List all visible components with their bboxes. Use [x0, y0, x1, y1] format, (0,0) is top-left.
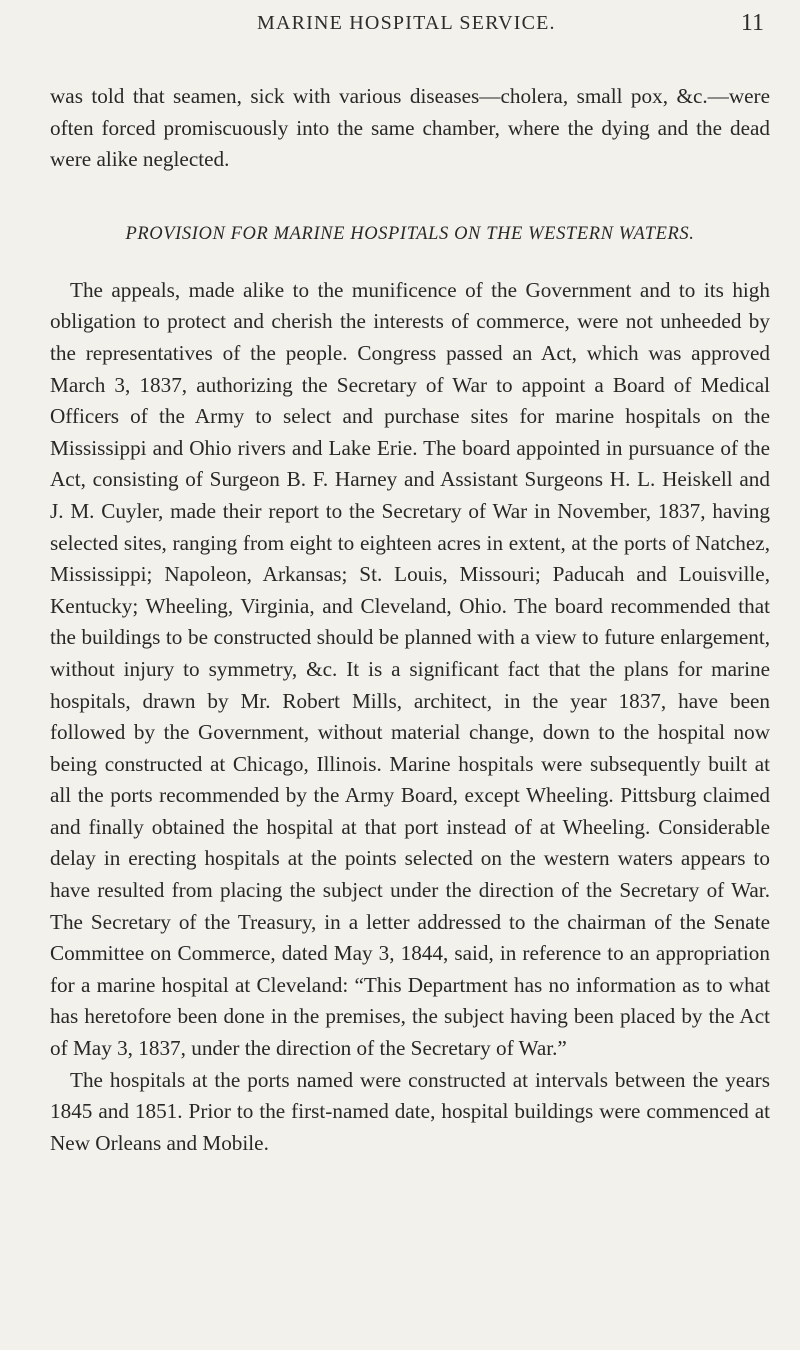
section-heading: PROVISION FOR MARINE HOSPITALS ON THE WESTERN WATERS. [125, 223, 695, 244]
continued-paragraph: was told that seamen, sick with various diseases—cholera, small pox, &c.—were often forced promiscuously into the same chamber, where the dying and the dead were alike neglected. [50, 84, 770, 172]
running-head [50, 0, 770, 60]
running-title: MARINE HOSPITAL SERVICE. [257, 12, 556, 34]
body-paragraph-1: The appeals, made alike to the munificence of the Government and to its high obligation to protect and cherish the interests of commerce, were not unheeded by the representatives of the people. Congress passed an Act, which was approved March 3, 1837, authorizing the Secretary of War to appoint a Board of Medical Officers of the Army to select and purchase sites for marine hospitals on the Mississippi and Ohio rivers and Lake Erie. The board appointed in pursuance of the Act, consisting of Surgeon B. F. Harney and Assistant Surgeons H. L. Heiskell and J. M. Cuyler, made their report to the Secretary of War in November, 1837, having selected sites, ranging from eight to eighteen acres in extent, at the ports of Natchez, Mississippi; Napoleon, Arkansas; St. Louis, Missouri; Paducah and Louisville, Kentucky; Wheeling, Virginia, and Cleveland, Ohio. The board recommended that the buildings to be constructed should be planned with a view to future enlargement, without injury to symmetry, &c. It is a significant fact that the plans for marine hospitals, drawn by Mr. Robert Mills, architect, in the year 1837, have been followed by the Government, without material change, down to the hospital now being constructed at Chicago, Illinois. Marine hospitals were subsequently built at all the ports recommended by the Army Board, except Wheeling. Pittsburg claimed and finally obtained the hospital at that port instead of at Wheeling. Considerable delay in erecting hospitals at the points selected on the western waters appears to have resulted from placing the subject under the direction of the Secretary of War. The Secretary of the Treasury, in a letter addressed to the chairman of the Senate Committee on Commerce, dated May 3, 1844, said, in reference to an appropriation for a marine hospital at Cleveland: “This Department has no information as to what has heretofore been done in the premises, the subject having been placed by the Act of May 3, 1837, under the direction of the Secretary of War.” [50, 277, 770, 1061]
body-paragraph-2: The hospitals at the ports named were constructed at intervals between the years 1845 and 1851. Prior to the first-named date, hospital buildings were commenced at New Orleans and Mobile. [50, 1067, 770, 1155]
page-number: 11 [740, 10, 764, 36]
